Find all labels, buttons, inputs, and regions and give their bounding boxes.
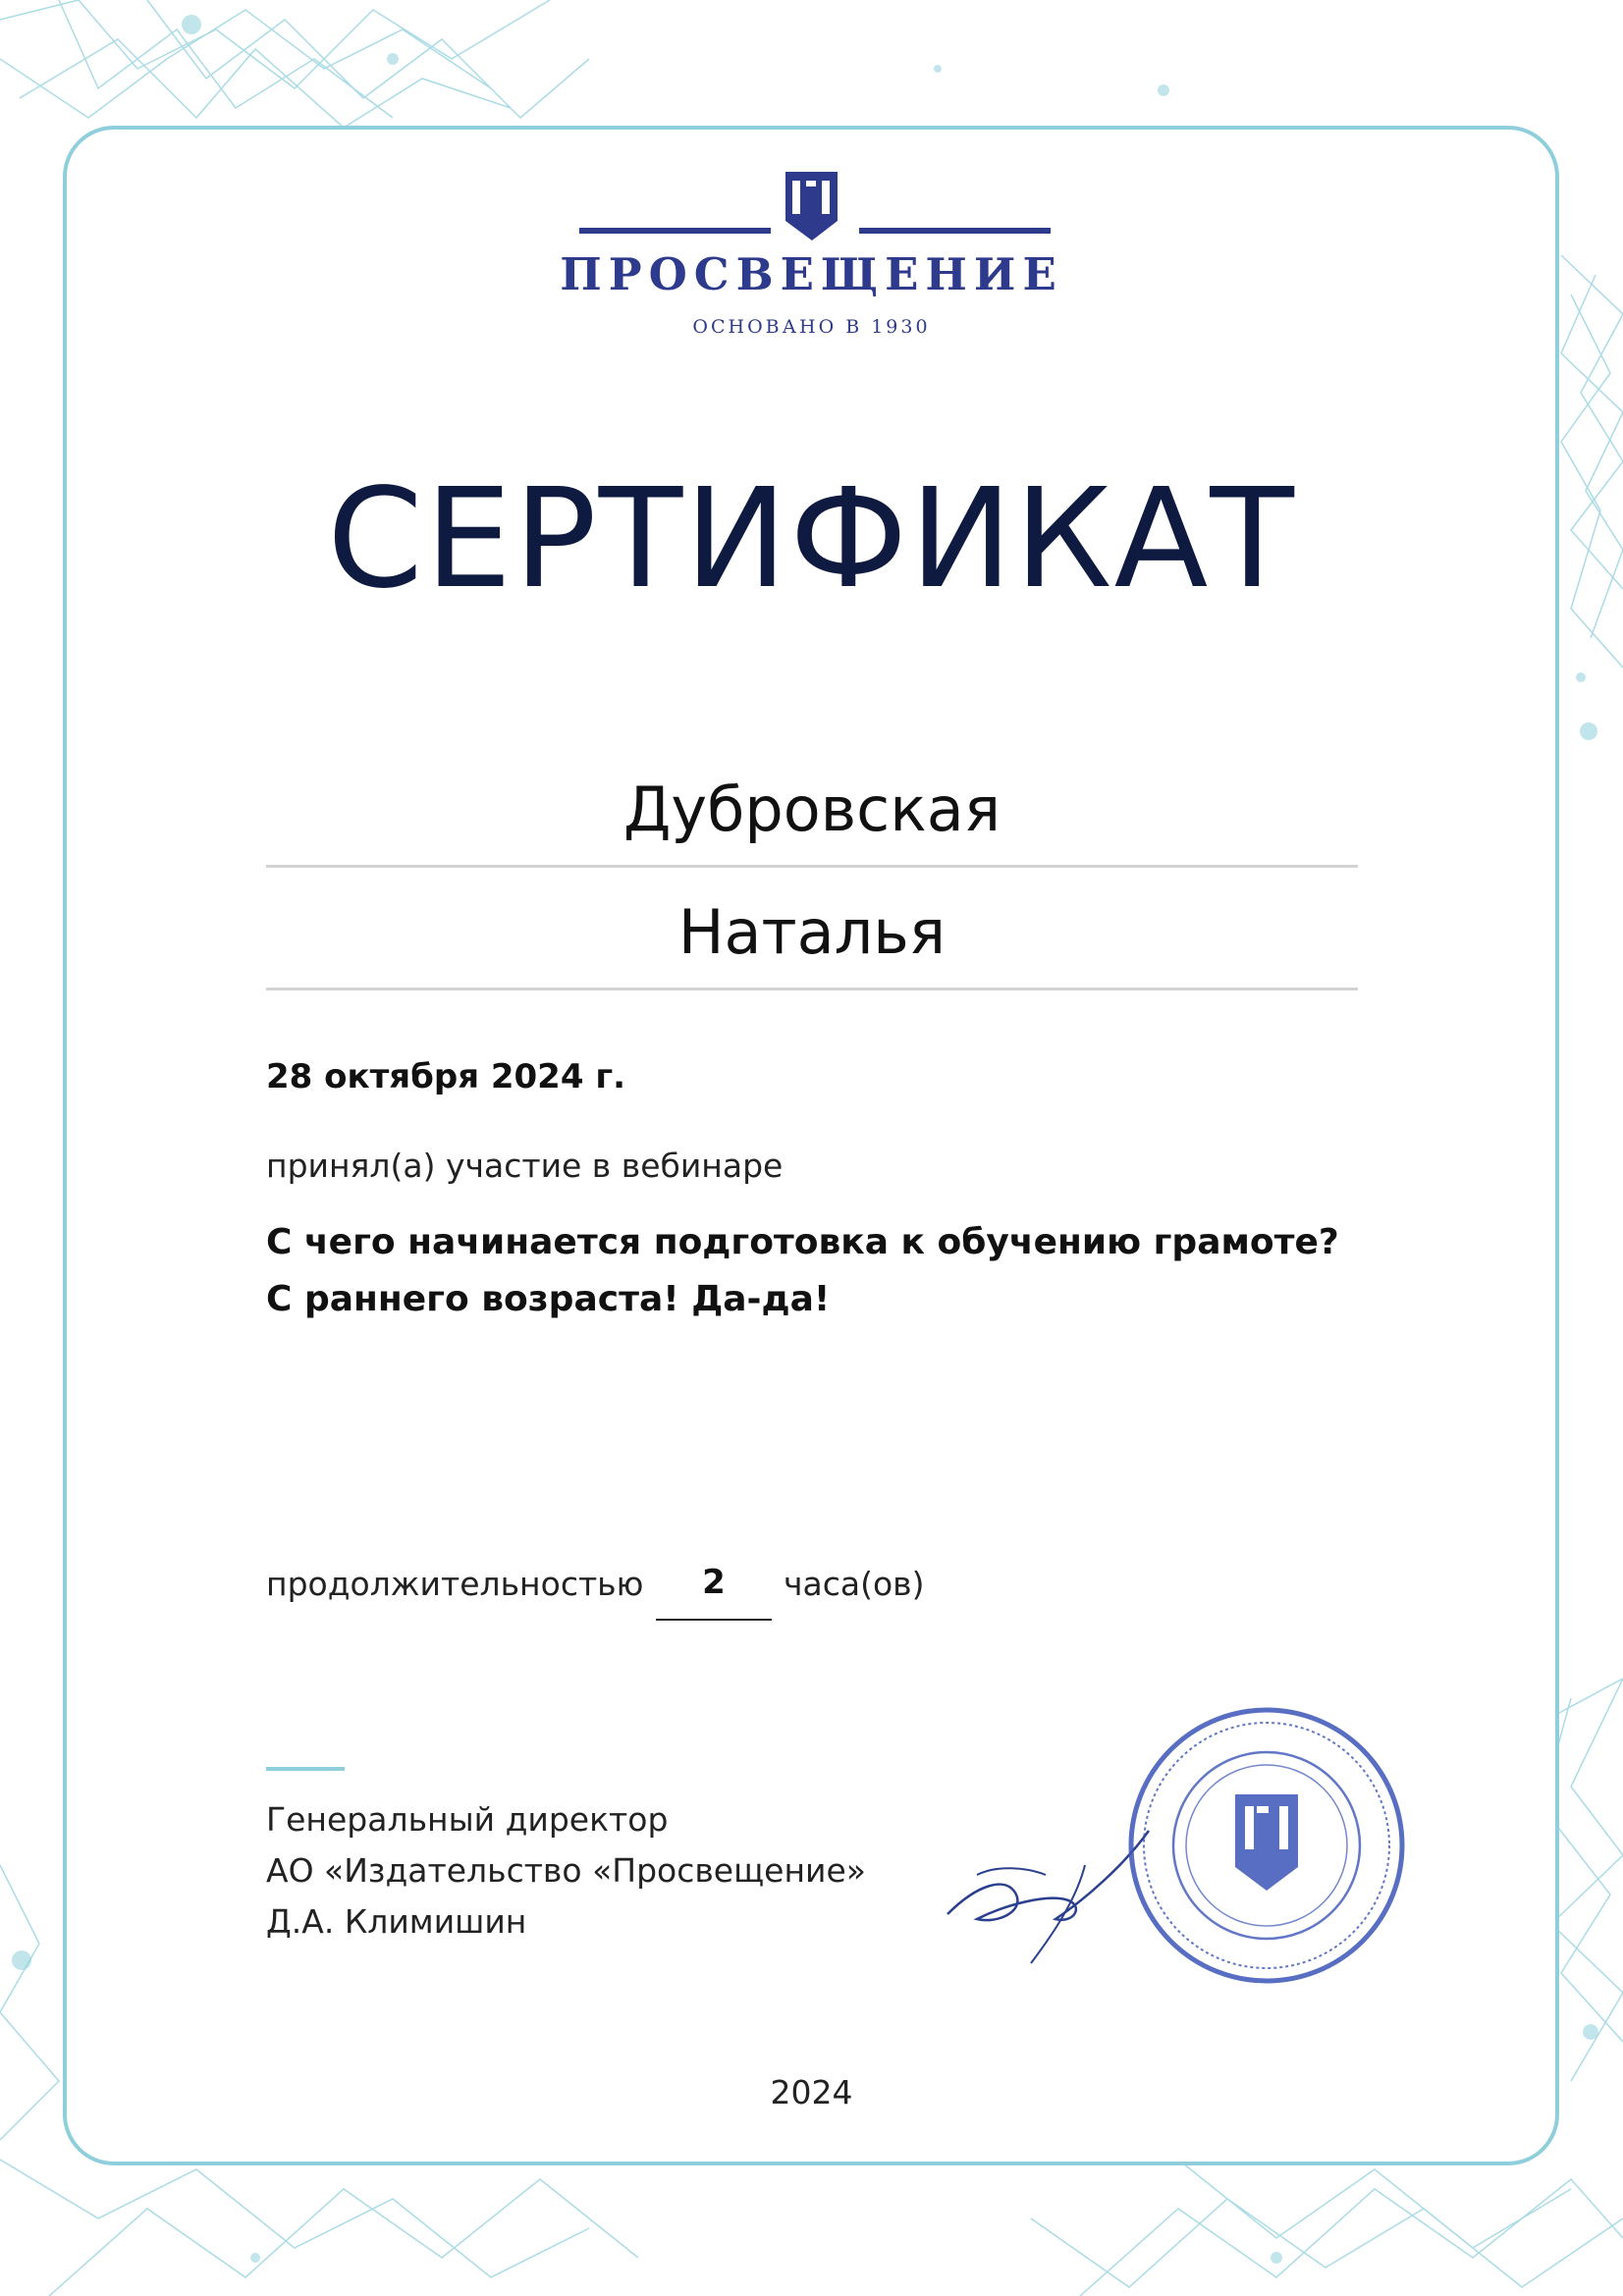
certificate-year: 2024 xyxy=(770,2073,853,2111)
recipient-given-name: Наталья xyxy=(677,896,947,968)
duration-label: продолжительностью xyxy=(266,1565,644,1603)
participation-text: принял(а) участие в вебинаре xyxy=(266,1147,784,1185)
logo-tagline: ОСНОВАНО В 1930 xyxy=(692,316,931,338)
duration-value: 2 xyxy=(702,1563,726,1602)
webinar-title xyxy=(266,1214,1395,1328)
signatory-name: Д.А. Климишин xyxy=(266,1902,527,1941)
duration-underline xyxy=(656,1619,772,1621)
signatory-organization: АО «Издательство «Просвещение» xyxy=(266,1851,866,1890)
surname-underline xyxy=(266,865,1358,868)
event-date: 28 октября 2024 г. xyxy=(266,1057,626,1096)
recipient-surname: Дубровская xyxy=(622,774,1001,845)
webinar-title-line-2: С раннего возраста! Да-да! xyxy=(266,1279,831,1319)
certificate-title: СЕРТИФИКАТ xyxy=(327,459,1296,619)
webinar-title-line-1: С чего начинается подготовка к обучению грамоте? xyxy=(266,1222,1339,1262)
given-name-underline xyxy=(266,988,1358,990)
signatory-position: Генеральный директор xyxy=(266,1800,669,1839)
signature-accent-line xyxy=(266,1767,345,1771)
duration-unit: часа(ов) xyxy=(784,1565,925,1603)
logo-wordmark: ПРОСВЕЩЕНИЕ xyxy=(560,248,1063,300)
official-stamp xyxy=(1119,1698,1414,1993)
